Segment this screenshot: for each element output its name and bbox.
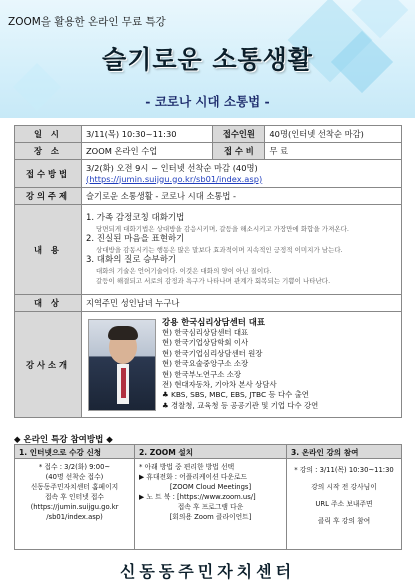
- target-value: 지역주민 성인남녀 누구나: [82, 295, 402, 312]
- steps-box: [14, 444, 402, 550]
- step-line: 접속 후 인터넷 접수: [44, 493, 104, 501]
- capacity-value: 40명(인터넷 선착순 마감): [265, 126, 402, 143]
- lecturer-text: [162, 317, 318, 412]
- row-topic: [15, 188, 402, 205]
- row-target: [15, 295, 402, 312]
- lecturer-box: [86, 315, 397, 415]
- datetime-value: 3/11(목) 10:30~11:30: [82, 126, 213, 143]
- step-line: ▶ 휴대전화 : 어플리케이션 다운로드: [139, 473, 248, 481]
- fee-value: 무 료: [265, 143, 402, 160]
- content-value: [82, 205, 402, 295]
- step-line: [ZOOM Cloud Meetings]: [169, 483, 252, 491]
- registration-label: 접수방법: [15, 160, 82, 188]
- step-line: 접속 후 프로그램 다운: [177, 503, 244, 511]
- lecturer-photo: [88, 319, 156, 411]
- content-label: 내 용: [15, 205, 82, 295]
- organization-name: 신동동주민자치센터: [119, 561, 296, 581]
- step-join-lecture: [287, 445, 401, 549]
- lecturer-career-item: 현) 한국부노연구소 소장: [162, 369, 241, 379]
- info-table: [14, 125, 402, 418]
- step-body: [287, 459, 401, 549]
- step-line: ▶ 노 트 북 : [https://www.zoom.us/]: [139, 493, 256, 501]
- step-body: [15, 459, 134, 549]
- step-line: 신동동주민자치센터 홈페이지: [30, 483, 119, 491]
- step-line: * 접수 : 3/2(화) 9:00~: [38, 463, 111, 471]
- footer: [0, 552, 415, 588]
- lecturer-career-item: 전) 현대자동차, 기아차 본사 상담사: [162, 379, 277, 389]
- step-header: 2. ZOOM 설치: [135, 445, 286, 459]
- content-item-desc: 당면되게 대화기법은 상대방을 감응시키며, 갈등을 해소시키고 가장만에 화합을 가져온다.: [96, 225, 349, 233]
- step-line: (40명 선착순 접수): [45, 473, 104, 481]
- capacity-label: 접수인원: [213, 126, 265, 143]
- row-datetime: [15, 126, 402, 143]
- target-label: 대 상: [15, 295, 82, 312]
- step-body: [135, 459, 286, 549]
- registration-link[interactable]: (https://jumin.suijgu.go.kr/sb01/index.asp): [86, 173, 263, 184]
- row-content: [15, 205, 402, 295]
- fee-label: 접 수 비: [213, 143, 265, 160]
- content-item-desc: 상대방을 감동시키는 행동은 많은 말보다 효과적이며 지속적인 긍정적 이미지가 남는다.: [96, 246, 343, 254]
- lecturer-career-item: 현) 한국심리상담센터 대표: [162, 327, 249, 337]
- lecturer-value: [82, 312, 402, 418]
- step-link[interactable]: (https://jumin.suijgu.go.kr: [30, 503, 119, 511]
- datetime-label: 일 시: [15, 126, 82, 143]
- section-title: ◆ 온라인 특강 참여방법 ◆: [14, 435, 113, 445]
- row-lecturer: [15, 312, 402, 418]
- step-header: 1. 인터넷으로 수강 신청: [15, 445, 134, 459]
- registration-value: [82, 160, 402, 188]
- header-subtitle: ZOOM을 활용한 온라인 무료 특강: [8, 16, 166, 28]
- step-line: [회의용 Zoom 클라이언트]: [169, 513, 252, 521]
- place-label: 장 소: [15, 143, 82, 160]
- row-place: [15, 143, 402, 160]
- step-header: 3. 온라인 강의 참여: [287, 445, 401, 459]
- lecturer-career-item: ♣ KBS, SBS, MBC, EBS, JTBC 등 다수 출연: [162, 390, 309, 400]
- step-link[interactable]: /sb01/index.asp): [46, 513, 103, 521]
- lecturer-career-item: 현) 한국기업상담학회 이사: [162, 338, 249, 348]
- content-item-desc: 대화의 기술은 언어기술이다. 이것은 대화의 양이 아닌 질이다.: [96, 267, 272, 275]
- photo-hair: [108, 326, 138, 340]
- step-line: * 강의 : 3/11(목) 10:30~11:30: [294, 466, 394, 474]
- lecturer-label: 강사소개: [15, 312, 82, 418]
- lecturer-career-item: 현) 한국요술중앙구소 소장: [162, 359, 249, 369]
- content-item-title: 3. 대화의 질로 승부하기: [86, 255, 177, 265]
- topic-value: 슬기로운 소통생활 - 코로나 시대 소통법 -: [82, 188, 402, 205]
- lecturer-career-item: ♣ 경찰청, 교육청 등 공공기관 및 기업 다수 강연: [162, 400, 319, 410]
- step-line: 강의 시작 전 강사님이: [311, 483, 377, 491]
- step-register: [15, 445, 135, 549]
- header-tagline: - 코로나 시대 소통법 -: [145, 94, 270, 109]
- step-install-zoom: [135, 445, 287, 549]
- content-item-title: 1. 가족 감정코칭 대화기법: [86, 213, 185, 223]
- step-line: * 아래 방법 중 편리한 방법 선택: [139, 463, 235, 471]
- registration-text: 3/2(화) 오전 9시 ~ 인터넷 선착순 마감 (40명): [86, 162, 258, 173]
- place-value: ZOOM 온라인 수업: [82, 143, 213, 160]
- header-banner: [0, 0, 415, 118]
- content-item-desc: 갈등이 해결되고 서로의 감정과 욕구가 나타나며 관계가 회복되는 기쁨이 나타난다.: [96, 277, 331, 285]
- topic-label: 강의주제: [15, 188, 82, 205]
- photo-tie: [121, 368, 126, 398]
- step-line: 클릭 후 강의 참여: [317, 517, 371, 525]
- page-title: 슬기로운 소통생활: [102, 45, 313, 74]
- content-item-title: 2. 진실된 마음을 표현하기: [86, 234, 185, 244]
- step-line: URL 주소 보내주면: [315, 500, 373, 508]
- lecturer-career-item: 현) 한국기업심리상담센터 원장: [162, 348, 263, 358]
- row-registration: [15, 160, 402, 188]
- lecturer-name: 강용 한국심리상담센터 대표: [162, 316, 265, 327]
